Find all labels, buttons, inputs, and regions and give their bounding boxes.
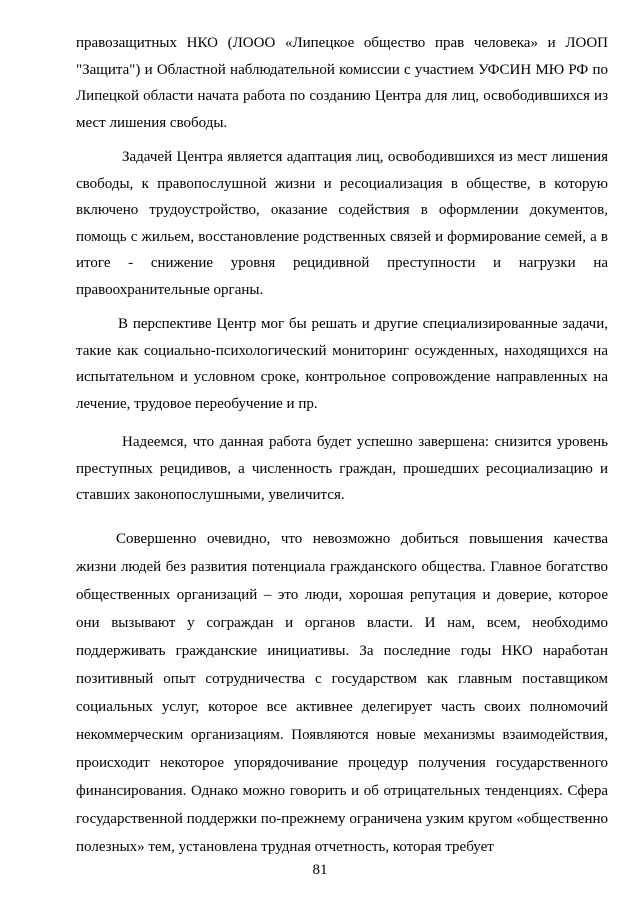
paragraph-perspective: В перспективе Центр мог бы решать и другие специализированные задачи, такие как социально-психологический мониторинг осужденных, находящихся на испытательном и условном сроке, контрольное сопровождение направленных на лечение, трудовое переобучение и пр.	[76, 316, 608, 412]
paragraph-center-tasks: Задачей Центра является адаптация лиц, освободившихся из мест лишения свободы, к правопослушной жизни и ресоциализация в обществе, в которую включено трудоустройство, оказание содействия в оформлении документов, помощь с жильем, восстановление родственных связей и формирование семей, а в итоге - снижение уровня рецидивной преступности и нагрузки на правоохранительные органы.	[76, 149, 608, 298]
body-text	[76, 30, 608, 861]
paragraph-continuation: правозащитных НКО (ЛООО «Липецкое общество прав человека» и ЛООП "Защита") и Областной наблюдательной комиссии с участием УФСИН МЮ РФ по Липецкой области начата работа по созданию Центра для лиц, освободившихся из мест лишения свободы.	[76, 35, 608, 131]
paragraph-civil-society: Совершенно очевидно, что невозможно добиться повышения качества жизни людей без развития потенциала гражданского общества. Главное богатство общественных организаций – это люди, хорошая репутация и доверие, которое они вызывают у сограждан и органов власти. И нам, всем, необходимо поддерживать гражданские инициативы. За последние годы НКО наработан позитивный опыт сотрудничества с государством как главным поставщиком социальных услуг, которое все активнее делегирует часть своих полномочий некоммерческим организациям. Появляются новые механизмы взаимодействия, происходит некоторое упорядочивание процедур получения государственного финансирования. Однако можно говорить и об отрицательных тенденциях. Сфера государственной поддержки по-прежнему ограничена узким кругом «общественно полезных» тем, установлена трудная отчетность, которая требует	[76, 530, 608, 855]
page-number: 81	[312, 862, 328, 878]
paragraph-hope: Надеемся, что данная работа будет успешно завершена: снизится уровень преступных рецидивов, а численность граждан, прошедших ресоциализацию и ставших законопослушными, увеличится.	[76, 434, 608, 503]
